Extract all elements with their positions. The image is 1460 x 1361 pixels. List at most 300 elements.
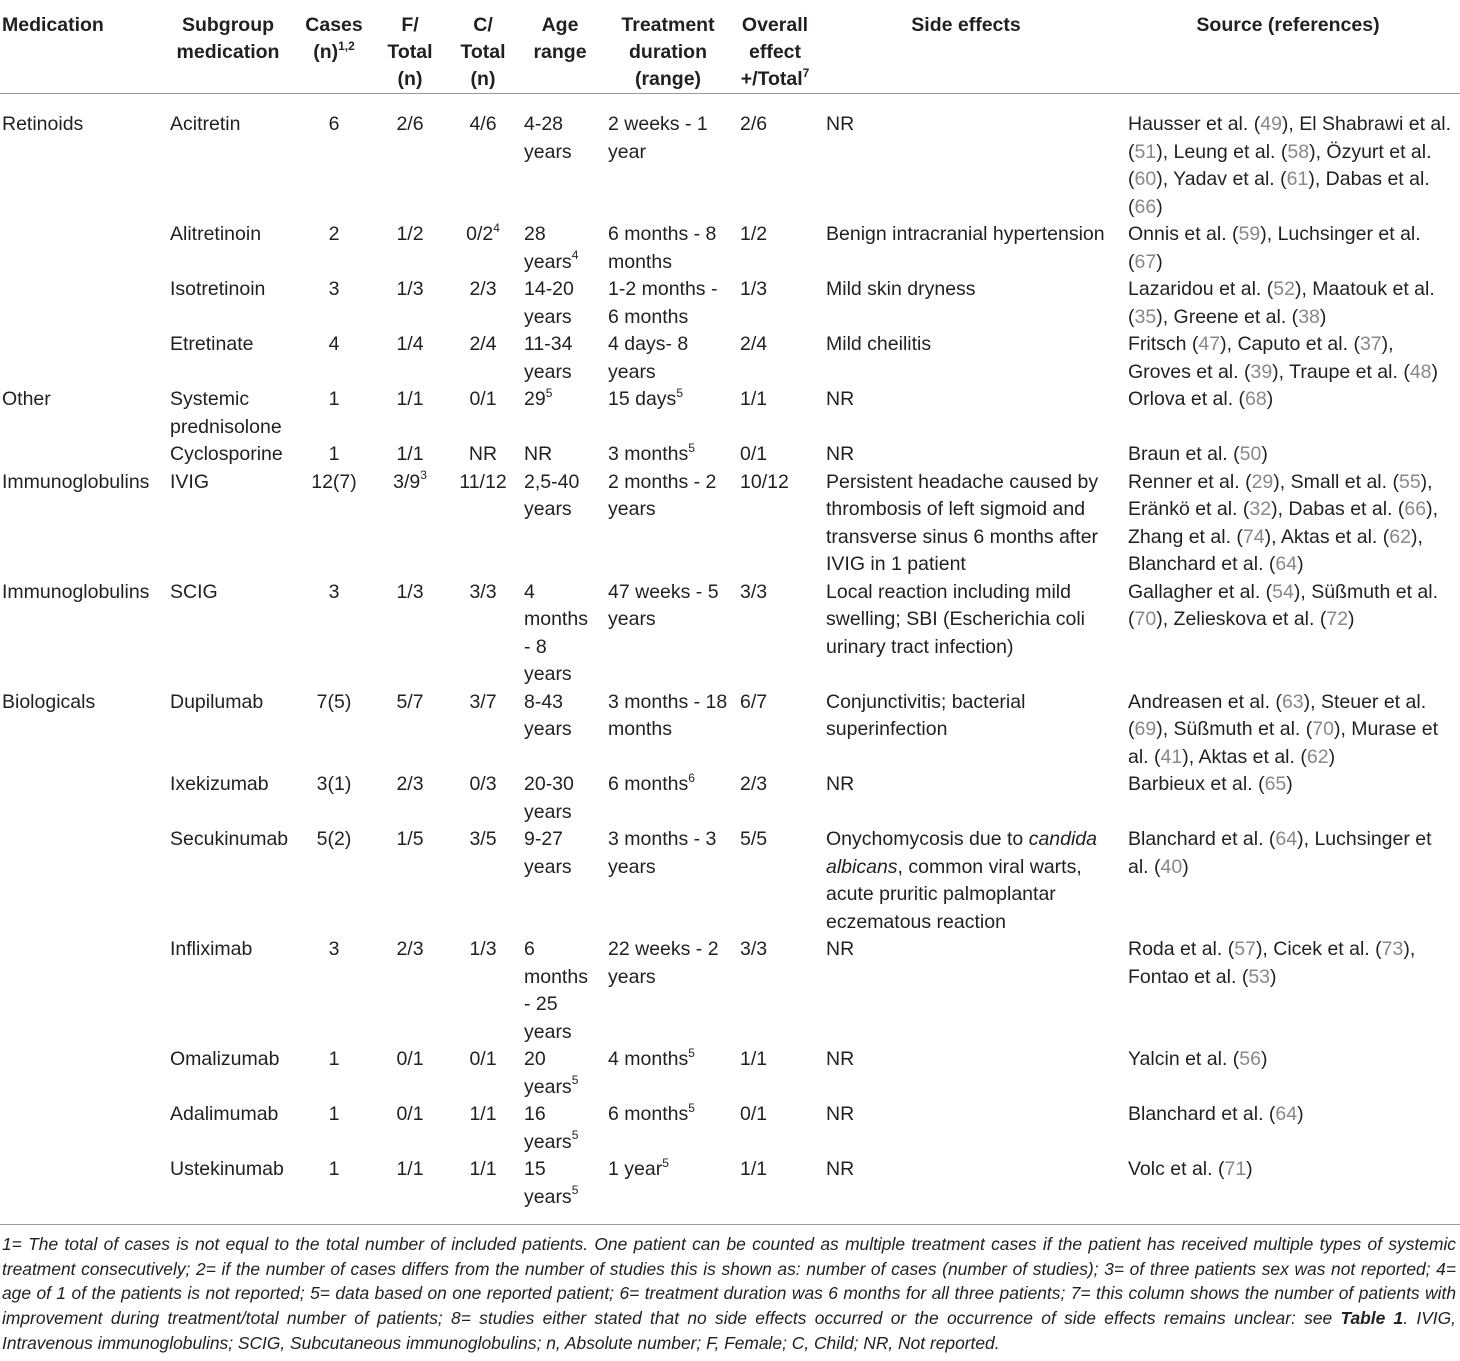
- table-row: [0, 221, 1460, 276]
- cell-cases: [296, 469, 372, 579]
- cell-treatment-duration: [602, 94, 734, 222]
- cell-child-total: [448, 386, 518, 441]
- cell-child-total: [448, 276, 518, 331]
- cell-medication: [0, 936, 160, 1046]
- cell-side-effects-text: NR: [826, 773, 855, 795]
- cell-age-range: [518, 689, 602, 772]
- source-text: ): [1319, 305, 1327, 328]
- table-row: [0, 386, 1460, 441]
- cell-subgroup: [160, 689, 296, 772]
- cell-child-total: [448, 936, 518, 1046]
- footnote-text: . IVIG, Intravenous immunoglobulins; SCIG, Subcutaneous immunoglobulins; n, Absolute number; F, Female; C, Child; NR, Not reported.: [2, 1308, 1456, 1353]
- table-body: [0, 94, 1460, 1225]
- cell-cases: [296, 386, 372, 441]
- cell-overall-effect: [734, 826, 816, 936]
- cell-female-total: [372, 1101, 448, 1156]
- cell-overall-effect-text: 0/1: [740, 443, 768, 465]
- cell-side-effects: [816, 1046, 1116, 1101]
- footnote-marker: 5: [571, 1183, 579, 1197]
- cell-medication: [0, 1101, 160, 1156]
- cell-cases-text: 4: [328, 333, 340, 355]
- cell-source: [1116, 1156, 1460, 1224]
- cell-female-total: [372, 221, 448, 276]
- cell-cases: [296, 826, 372, 936]
- cell-treatment-duration-text: 47 weeks - 5 years: [608, 580, 719, 630]
- cell-cases: [296, 689, 372, 772]
- header-row: [0, 0, 1460, 94]
- cell-source: [1116, 771, 1460, 826]
- cell-child-total-text: 3/5: [469, 828, 497, 850]
- cell-side-effects: [816, 826, 1116, 936]
- col-header-age-range: Age range: [518, 0, 602, 94]
- cell-age-range-text: 20 years: [524, 1048, 572, 1098]
- cell-medication: [0, 689, 160, 772]
- cell-cases-text: 3: [328, 580, 340, 603]
- source-text: ), Dabas et al. (: [1128, 168, 1430, 218]
- reference-number[interactable]: 61: [1286, 168, 1309, 190]
- cell-subgroup-text: Infliximab: [170, 938, 253, 960]
- reference-number[interactable]: 37: [1359, 333, 1382, 355]
- reference-number[interactable]: 57: [1234, 938, 1256, 960]
- cell-medication-text: Immunoglobulins: [2, 470, 150, 493]
- cell-overall-effect: [734, 1046, 816, 1101]
- reference-number[interactable]: 60: [1134, 168, 1157, 190]
- reference-number[interactable]: 71: [1224, 1158, 1247, 1180]
- reference-number[interactable]: 59: [1238, 223, 1261, 245]
- table-row: [0, 94, 1460, 222]
- cell-overall-effect-text: 6/7: [740, 690, 768, 713]
- cell-overall-effect: [734, 936, 816, 1046]
- cell-overall-effect: [734, 276, 816, 331]
- cell-overall-effect: [734, 331, 816, 386]
- cell-cases: [296, 331, 372, 386]
- cell-overall-effect-text: 1/1: [740, 1048, 768, 1070]
- cell-medication: [0, 386, 160, 441]
- cell-female-total: [372, 689, 448, 772]
- cell-child-total-text: 0/3: [469, 773, 497, 795]
- source-text: ), Cicek et al. (: [1255, 938, 1382, 960]
- cell-age-range: [518, 276, 602, 331]
- cell-overall-effect: [734, 689, 816, 772]
- cell-source: [1116, 826, 1460, 936]
- cell-treatment-duration: [602, 1046, 734, 1101]
- cell-age-range-text: NR: [524, 443, 553, 465]
- cell-subgroup: [160, 579, 296, 689]
- cell-female-total-text: 1/2: [396, 223, 424, 245]
- cell-subgroup: [160, 771, 296, 826]
- cell-child-total: [448, 1046, 518, 1101]
- cell-child-total-text: 2/3: [469, 278, 497, 300]
- cell-cases-text: 3(1): [316, 773, 352, 795]
- cell-overall-effect-text: 5/5: [740, 828, 768, 850]
- reference-number[interactable]: 67: [1134, 250, 1157, 273]
- cell-subgroup: [160, 331, 296, 386]
- cell-side-effects-text: NR: [826, 443, 855, 465]
- col-header-female-total: F/ Total (n): [372, 0, 448, 94]
- cell-child-total-text: 3/7: [469, 690, 497, 713]
- source-text: ), Zelieskova et al. (: [1156, 608, 1327, 630]
- reference-number[interactable]: 52: [1273, 278, 1295, 300]
- reference-number[interactable]: 64: [1275, 828, 1298, 850]
- footnote-marker: 6: [688, 770, 695, 785]
- cell-child-total-text: 1/1: [469, 1158, 497, 1180]
- cell-age-range: [518, 579, 602, 689]
- cell-age-range: [518, 1101, 602, 1156]
- cell-overall-effect-text: 2/6: [740, 113, 768, 135]
- cell-side-effects: [816, 936, 1116, 1046]
- cell-age-range: [518, 1046, 602, 1101]
- cell-cases: [296, 579, 372, 689]
- cell-female-total-text: 1/5: [396, 828, 424, 850]
- cell-age-range-text: 28 years: [524, 223, 572, 273]
- reference-number[interactable]: 54: [1272, 580, 1294, 603]
- reference-number[interactable]: 40: [1160, 855, 1183, 878]
- table-row: [0, 1156, 1460, 1224]
- cell-treatment-duration: [602, 441, 734, 469]
- cell-source: [1116, 936, 1460, 1046]
- source-text: Onnis et al. (: [1128, 223, 1239, 245]
- cell-female-total-text: 3/9: [393, 470, 421, 493]
- reference-number[interactable]: 62: [1389, 525, 1411, 548]
- cell-overall-effect: [734, 221, 816, 276]
- reference-number[interactable]: 66: [1134, 195, 1157, 218]
- table-footnote: [0, 1224, 1460, 1356]
- cell-side-effects-text: NR: [826, 1158, 855, 1180]
- cell-treatment-duration-text: 1-2 months - 6 months: [608, 278, 718, 328]
- col-header-treatment-duration: Treatment duration (range): [602, 0, 734, 94]
- cell-cases-text: 1: [328, 1048, 340, 1070]
- footnote-marker: 5: [688, 1045, 695, 1060]
- reference-number[interactable]: 48: [1409, 360, 1432, 383]
- cell-female-total: [372, 386, 448, 441]
- cell-treatment-duration: [602, 276, 734, 331]
- cell-overall-effect-text: 3/3: [740, 938, 768, 960]
- cell-age-range-text: 4-28 years: [524, 113, 572, 163]
- footnote-marker: 5: [688, 440, 695, 455]
- source-text: Gallagher et al. (: [1128, 580, 1273, 603]
- cell-child-total-text: NR: [468, 443, 498, 465]
- table-row: [0, 331, 1460, 386]
- cell-medication: [0, 221, 160, 276]
- source-text: ), Caputo et al. (: [1220, 333, 1360, 355]
- source-text: Renner et al. (: [1128, 470, 1252, 493]
- reference-number[interactable]: 47: [1198, 333, 1221, 355]
- source-text: Andreasen et al. (: [1128, 690, 1282, 713]
- cell-cases-text: 1: [328, 388, 340, 410]
- reference-number[interactable]: 29: [1251, 470, 1274, 493]
- cell-treatment-duration-text: 3 months - 3 years: [608, 828, 717, 878]
- cell-child-total: [448, 94, 518, 222]
- cell-female-total-text: 1/1: [396, 388, 424, 410]
- reference-number[interactable]: 38: [1298, 305, 1320, 328]
- cell-subgroup: [160, 1046, 296, 1101]
- footnote-marker: 3: [420, 468, 427, 482]
- source-text: Lazaridou et al. (: [1128, 278, 1274, 300]
- reference-number[interactable]: 74: [1242, 525, 1265, 548]
- cell-child-total-text: 4/6: [469, 113, 497, 135]
- cell-side-effects-text: Benign intracranial hypertension: [826, 223, 1105, 245]
- reference-number[interactable]: 72: [1326, 608, 1349, 630]
- cell-side-effects: [816, 1156, 1116, 1224]
- reference-number[interactable]: 63: [1281, 690, 1304, 713]
- cell-side-effects-text: NR: [826, 1048, 855, 1070]
- cell-subgroup: [160, 276, 296, 331]
- cell-overall-effect: [734, 386, 816, 441]
- cell-age-range-text: 14-20 years: [524, 278, 574, 328]
- reference-number[interactable]: 68: [1245, 388, 1267, 410]
- reference-number[interactable]: 66: [1404, 498, 1427, 520]
- cell-cases-text: 3: [328, 938, 340, 960]
- cell-side-effects: [816, 94, 1116, 222]
- cell-overall-effect: [734, 771, 816, 826]
- reference-number[interactable]: 70: [1312, 718, 1334, 740]
- cell-medication-text: Biologicals: [2, 690, 96, 713]
- source-text: ), Süßmuth et al. (: [1128, 580, 1438, 630]
- cell-source: [1116, 276, 1460, 331]
- cell-treatment-duration-text: 22 weeks - 2 years: [608, 938, 719, 988]
- footnote-marker: 5: [571, 1128, 579, 1142]
- cell-medication-text: Immunoglobulins: [2, 580, 150, 603]
- cell-source: [1116, 331, 1460, 386]
- reference-number[interactable]: 70: [1134, 608, 1157, 630]
- cell-age-range-text: 9-27 years: [524, 828, 572, 878]
- cell-cases-text: 12(7): [311, 470, 357, 493]
- table-row: [0, 1046, 1460, 1101]
- source-text: ), Zhang et al. (: [1128, 498, 1439, 548]
- reference-number[interactable]: 58: [1287, 140, 1310, 163]
- cell-subgroup-text: Omalizumab: [170, 1048, 280, 1070]
- table-row: [0, 469, 1460, 579]
- source-text: ), Leung et al. (: [1156, 140, 1288, 163]
- source-text: ): [1261, 443, 1268, 465]
- cell-overall-effect-text: 1/2: [740, 223, 768, 245]
- cell-treatment-duration-text: 2 weeks - 1 year: [608, 113, 708, 163]
- source-text: ), Traupe et al. (: [1272, 360, 1410, 383]
- cell-subgroup-text: SCIG: [170, 580, 218, 603]
- cell-treatment-duration: [602, 221, 734, 276]
- reference-number[interactable]: 73: [1381, 938, 1404, 960]
- cell-subgroup: [160, 1156, 296, 1224]
- cell-source: [1116, 1046, 1460, 1101]
- cell-source: [1116, 386, 1460, 441]
- cell-female-total: [372, 441, 448, 469]
- reference-number[interactable]: 39: [1250, 360, 1273, 383]
- source-text: ): [1431, 360, 1439, 383]
- source-text: ), Özyurt et al. (: [1128, 140, 1432, 190]
- cell-side-effects-text: Local reaction including mild swelling; SBI (Escherichia coli urinary tract infection): [826, 580, 1086, 658]
- cell-subgroup-text: Dupilumab: [170, 690, 264, 713]
- col-header-cases: Cases $(n)^{1,2}$: [296, 0, 372, 94]
- cell-female-total-text: 2/3: [396, 773, 424, 795]
- cell-treatment-duration: [602, 689, 734, 772]
- cell-treatment-duration: [602, 331, 734, 386]
- cell-cases-text: 5(2): [316, 828, 352, 850]
- cell-treatment-duration-text: 4 days- 8 years: [608, 333, 689, 383]
- source-text: ), Eränkö et al. (: [1128, 470, 1433, 520]
- cell-treatment-duration: [602, 579, 734, 689]
- cell-subgroup-text: Etretinate: [170, 333, 254, 355]
- source-text: Braun et al. (: [1128, 443, 1240, 465]
- cell-medication: [0, 331, 160, 386]
- table-row: [0, 936, 1460, 1046]
- reference-number[interactable]: 32: [1249, 498, 1272, 520]
- cell-side-effects: [816, 221, 1116, 276]
- cell-medication: [0, 579, 160, 689]
- cell-cases: [296, 94, 372, 222]
- cell-treatment-duration: [602, 386, 734, 441]
- cell-treatment-duration-text: 3 months - 18 months: [608, 690, 728, 740]
- source-text: Blanchard et al. (: [1128, 1103, 1276, 1125]
- cell-female-total: [372, 826, 448, 936]
- source-text: ): [1286, 773, 1293, 795]
- cell-cases: [296, 221, 372, 276]
- cell-side-effects-text: Persistent headache caused by thrombosis of left sigmoid and transverse sinus 6 months after IVIG in 1 patient: [826, 470, 1099, 575]
- reference-number[interactable]: 51: [1134, 140, 1157, 163]
- cell-child-total: [448, 1101, 518, 1156]
- cell-side-effects: [816, 579, 1116, 689]
- cell-source: [1116, 1101, 1460, 1156]
- source-text: ), Maatouk et al. (: [1128, 278, 1435, 328]
- source-text: ): [1260, 1048, 1268, 1070]
- cell-child-total: [448, 579, 518, 689]
- footnote-marker: 5: [545, 385, 553, 400]
- cell-subgroup: [160, 1101, 296, 1156]
- cell-side-effects: [816, 441, 1116, 469]
- table-row: [0, 579, 1460, 689]
- cell-cases: [296, 1156, 372, 1224]
- cell-age-range-text: 8-43 years: [524, 690, 572, 740]
- cell-female-total: [372, 469, 448, 579]
- cell-age-range-text: 16 years: [524, 1103, 572, 1153]
- cell-overall-effect-text: 2/4: [740, 333, 768, 355]
- col-header-child-total: C/ Total (n): [448, 0, 518, 94]
- cell-child-total: [448, 771, 518, 826]
- cell-female-total-text: 1/3: [396, 580, 424, 603]
- cell-source: [1116, 221, 1460, 276]
- source-text: Volc et al. (: [1128, 1158, 1225, 1180]
- cell-age-range-text: 11-34 years: [524, 333, 573, 383]
- cell-age-range-text: 20-30 years: [524, 773, 574, 823]
- reference-number[interactable]: 65: [1264, 773, 1287, 795]
- table-row: [0, 276, 1460, 331]
- cell-child-total-text: 2/4: [469, 333, 497, 355]
- cell-overall-effect-text: 10/12: [740, 470, 789, 493]
- cell-child-total: [448, 1156, 518, 1224]
- cell-overall-effect: [734, 469, 816, 579]
- footnote-marker: 4: [571, 248, 579, 262]
- reference-number[interactable]: 50: [1239, 443, 1262, 465]
- cell-female-total-text: 1/3: [396, 278, 424, 300]
- cell-overall-effect: [734, 441, 816, 469]
- cell-overall-effect: [734, 1101, 816, 1156]
- reference-number[interactable]: 41: [1160, 745, 1183, 768]
- cell-subgroup-text: Secukinumab: [170, 828, 289, 850]
- source-text: ): [1348, 608, 1355, 630]
- cell-cases: [296, 936, 372, 1046]
- cell-female-total: [372, 331, 448, 386]
- cell-subgroup: [160, 469, 296, 579]
- cell-child-total-text: 3/3: [469, 580, 497, 603]
- source-text: ): [1297, 1103, 1304, 1125]
- reference-number[interactable]: 64: [1275, 553, 1298, 575]
- cell-overall-effect: [734, 94, 816, 222]
- cell-overall-effect: [734, 1156, 816, 1224]
- cell-treatment-duration-text: 6 months: [608, 773, 689, 795]
- cell-cases: [296, 441, 372, 469]
- cell-side-effects: [816, 469, 1116, 579]
- cell-cases-text: 2: [328, 223, 340, 245]
- cell-side-effects-text: NR: [826, 1103, 855, 1125]
- cell-cases: [296, 276, 372, 331]
- cell-subgroup: [160, 386, 296, 441]
- cell-cases: [296, 1101, 372, 1156]
- cell-age-range: [518, 469, 602, 579]
- side-effect-text: Onychomycosis due to: [826, 828, 1029, 850]
- cell-cases-text: 7(5): [316, 690, 352, 713]
- cell-female-total-text: 0/1: [396, 1048, 424, 1070]
- cell-side-effects-text: NR: [826, 388, 855, 410]
- cell-treatment-duration-text: 1 year: [608, 1158, 663, 1180]
- cell-overall-effect-text: 1/1: [740, 1158, 768, 1180]
- source-text: ): [1266, 388, 1274, 410]
- cell-female-total-text: 2/6: [396, 113, 424, 135]
- footnote-table-ref: Table 1: [1340, 1308, 1404, 1329]
- footnote-marker: 5: [688, 1100, 695, 1115]
- source-text: ), Groves et al. (: [1128, 333, 1394, 383]
- reference-number[interactable]: 69: [1134, 718, 1157, 740]
- cell-female-total-text: 1/1: [396, 1158, 424, 1180]
- reference-number[interactable]: 64: [1275, 1103, 1298, 1125]
- cell-source: [1116, 441, 1460, 469]
- reference-number[interactable]: 35: [1134, 305, 1157, 328]
- cell-age-range-text: 4 months - 8 years: [524, 580, 588, 685]
- cell-side-effects-text: Mild skin dryness: [826, 278, 976, 300]
- source-text: ): [1156, 250, 1163, 273]
- source-text: ): [1156, 195, 1163, 218]
- cell-treatment-duration: [602, 1156, 734, 1224]
- cell-subgroup: [160, 94, 296, 222]
- reference-number[interactable]: 62: [1306, 745, 1329, 768]
- cell-side-effects: [816, 386, 1116, 441]
- cell-cases-text: 1: [328, 1103, 340, 1125]
- cell-female-total-text: 1/1: [396, 443, 424, 465]
- reference-number[interactable]: 49: [1260, 113, 1282, 135]
- cell-age-range-text: 15 years: [524, 1158, 572, 1208]
- cell-overall-effect-text: 1/3: [740, 278, 768, 300]
- source-text: Yalcin et al. (: [1128, 1048, 1240, 1070]
- source-text: ), Luchsinger et al. (: [1128, 828, 1432, 878]
- cell-side-effects: [816, 771, 1116, 826]
- col-header-side-effects: Side effects: [816, 0, 1116, 94]
- source-text: Orlova et al. (: [1128, 388, 1246, 410]
- cell-female-total-text: 2/3: [396, 938, 424, 960]
- cell-source: [1116, 469, 1460, 579]
- cell-cases: [296, 771, 372, 826]
- reference-number[interactable]: 55: [1398, 470, 1421, 493]
- cell-age-range: [518, 771, 602, 826]
- reference-number[interactable]: 53: [1248, 965, 1271, 988]
- cell-treatment-duration: [602, 936, 734, 1046]
- cell-medication-text: Other: [2, 388, 51, 410]
- cell-treatment-duration-text: 6 months: [608, 1103, 689, 1125]
- source-text: ), Süßmuth et al. (: [1156, 718, 1313, 740]
- reference-number[interactable]: 56: [1239, 1048, 1261, 1070]
- source-text: Fritsch (: [1128, 333, 1199, 355]
- cell-subgroup-text: Alitretinoin: [170, 223, 262, 245]
- cell-side-effects-text: Conjunctivitis; bacterial superinfection: [826, 690, 1026, 740]
- cell-child-total: [448, 441, 518, 469]
- cell-female-total: [372, 1046, 448, 1101]
